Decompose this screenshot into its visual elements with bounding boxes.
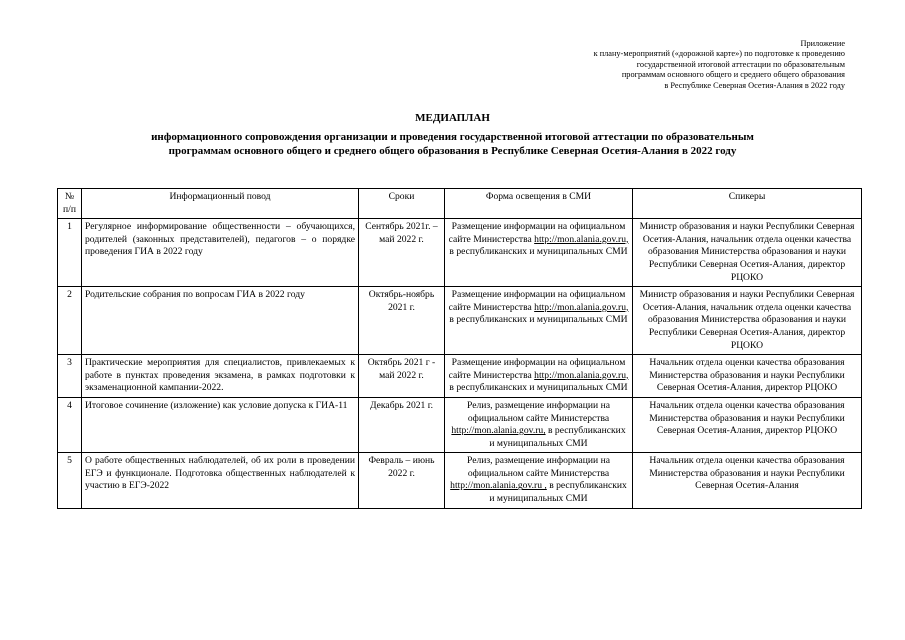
table-row <box>58 397 862 452</box>
row-num: 4 <box>58 397 82 452</box>
row-form <box>445 453 633 508</box>
row-topic: Итоговое сочинение (изложение) как условие допуска к ГИА-11 <box>82 397 359 452</box>
row-form <box>445 355 633 398</box>
ministry-site-link[interactable]: http://mon.alania.gov.ru, <box>534 233 629 245</box>
row-form <box>445 219 633 287</box>
table-row <box>58 287 862 355</box>
row-topic: О работе общественных наблюдателей, об их роли в проведении ЕГЭ и функционале. Подготовка общественных наблюдателей к участию в ЕГЭ-2022 <box>82 453 359 508</box>
row-speakers: Начальник отдела оценки качества образования Министерства образования и науки Республики Северная Осетия-Алания <box>633 453 862 508</box>
form-text: Релиз, размещение информации на официальном сайте Министерства <box>467 399 610 424</box>
appendix-note-line: государственной итоговой аттестации по образовательным <box>636 59 845 69</box>
appendix-note-line: Приложение <box>800 39 845 48</box>
table-row <box>58 219 862 287</box>
row-dates: Октябрь 2021 г - май 2022 г. <box>359 355 445 398</box>
form-text: Релиз, размещение информации на официальном сайте Министерства <box>467 455 610 479</box>
subtitle-line: информационного сопровождения организации и проведения государственной итоговой аттестации по образовательным <box>151 131 754 143</box>
row-speakers: Начальник отдела оценки качества образования Министерства образования и науки Республики Северная Осетия-Алания, директор РЦОКО <box>633 355 862 398</box>
document-subtitle <box>0 130 905 158</box>
row-dates: Октябрь-ноябрь 2021 г. <box>359 287 445 355</box>
header-speakers: Спикеры <box>633 189 862 219</box>
ministry-site-link[interactable]: http://mon.alania.gov.ru , <box>450 480 547 492</box>
row-speakers: Начальник отдела оценки качества образования Министерства образования и науки Республики Северная Осетия-Алания, директор РЦОКО <box>633 397 862 452</box>
row-dates: Февраль – июнь 2022 г. <box>359 453 445 508</box>
form-text: в республиканских и муниципальных СМИ <box>489 480 627 505</box>
table-row <box>58 355 862 398</box>
document-title: МЕДИАПЛАН <box>415 112 490 124</box>
row-num: 3 <box>58 355 82 398</box>
row-topic: Практические мероприятия для специалистов, привлекаемых к работе в пунктах проведения экзамена, в рамках подготовки к экзаменационной кампании-2022. <box>82 355 359 398</box>
row-speakers: Министр образования и науки Республики Северная Осетия-Алания, начальник отдела оценки качества образования Министерства образования и науки Республики Северная Осетия-Алания, директор РЦОКО <box>633 219 862 287</box>
row-topic: Родительские собрания по вопросам ГИА в 2022 году <box>82 287 359 355</box>
ministry-site-link[interactable]: http://mon.alania.gov.ru, <box>451 425 546 437</box>
row-topic: Регулярное информирование общественности – обучающихся, родителей (законных представителей), педагогов – о порядке проведения ГИА в 2022 году <box>82 219 359 287</box>
form-text: в республиканских и муниципальных СМИ <box>489 425 626 449</box>
form-text: в республиканских и муниципальных СМИ <box>449 314 628 326</box>
row-form <box>445 397 633 452</box>
row-num: 2 <box>58 287 82 355</box>
media-plan-table <box>57 188 862 509</box>
form-text: Размещение информации на официальном сайте Министерства <box>448 221 626 245</box>
subtitle-line: программам основного общего и среднего общего образования в Республике Северная Осетия-Алания в 2022 году <box>168 145 737 157</box>
header-form: Форма освещения в СМИ <box>445 189 633 219</box>
appendix-note-line: программам основного общего и среднего общего образования <box>621 70 845 80</box>
form-text: в республиканских и муниципальных СМИ <box>449 382 628 394</box>
ministry-site-link[interactable]: http://mon.alania.gov.ru, <box>534 369 629 381</box>
row-speakers: Министр образования и науки Республики Северная Осетия-Алания, начальник отдела оценки качества образования Министерства образования и науки Республики Северная Осетия-Алания, директор РЦОКО <box>633 287 862 355</box>
row-dates: Сентябрь 2021г. – май 2022 г. <box>359 219 445 287</box>
form-text: Размещение информации на официальном сайте Министерства <box>448 289 626 313</box>
header-dates: Сроки <box>359 189 445 219</box>
appendix-note-line: к плану-мероприятий («дорожной карте») по подготовке к проведению <box>593 49 845 59</box>
form-text: Размещение информации на официальном сайте Министерства <box>448 357 626 381</box>
ministry-site-link[interactable]: http://mon.alania.gov.ru, <box>534 301 629 313</box>
header-topic: Информационный повод <box>82 189 359 219</box>
row-num: 5 <box>58 453 82 508</box>
row-dates: Декабрь 2021 г. <box>359 397 445 452</box>
form-text: в республиканских и муниципальных СМИ <box>449 246 628 258</box>
table-header-row <box>58 189 862 219</box>
appendix-note <box>505 39 845 91</box>
row-num: 1 <box>58 219 82 287</box>
appendix-note-line: в Республике Северная Осетия-Алания в 2022 году <box>664 80 845 90</box>
table-row <box>58 453 862 508</box>
header-num: № п/п <box>58 189 82 219</box>
row-form <box>445 287 633 355</box>
